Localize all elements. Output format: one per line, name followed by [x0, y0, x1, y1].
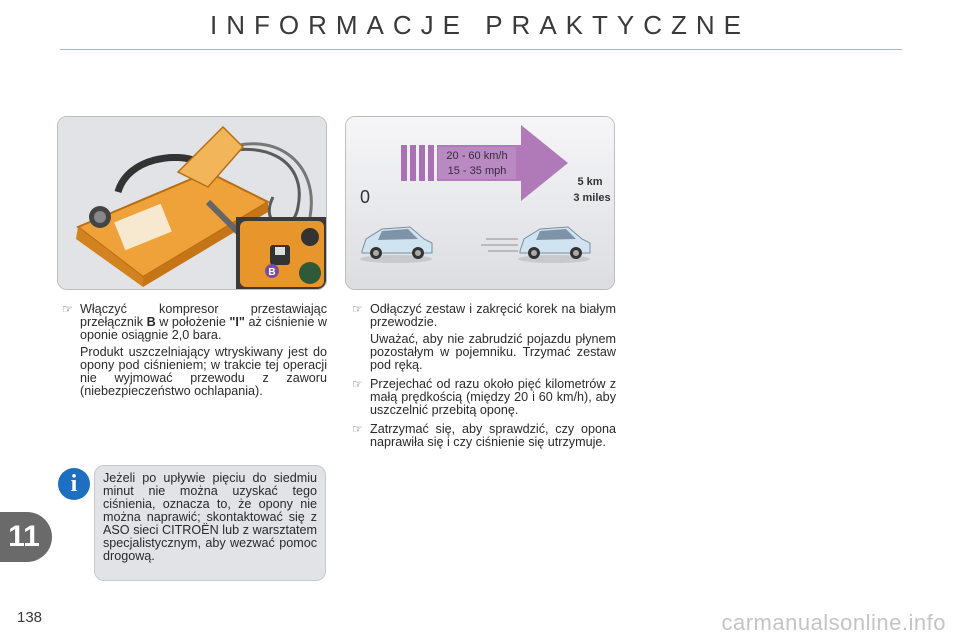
pointing-hand-icon: ☞	[62, 302, 73, 316]
speed-kmh-label: 20 - 60 km/h	[446, 150, 508, 162]
chapter-tab: 11	[0, 512, 52, 562]
drive-illustration	[345, 116, 615, 290]
left-bullet-1: ☞ Włączyć kompresor przestawiając przełącznik B w położenie "I" aż ciśnienie w oponie osiągnie 2,0 bara.	[62, 302, 327, 342]
compressor-illustration	[57, 116, 327, 290]
header-divider	[60, 49, 902, 50]
right-bullet-3: ☞ Zatrzymać się, aby sprawdzić, czy opona naprawiła się i czy ciśnienie się utrzymuje.	[352, 422, 616, 449]
right-bullet-1-detail: Uważać, aby nie zabrudzić pojazdu płynem pozostałym w pojemniku. Trzymać zestaw pod ręką.	[370, 332, 616, 372]
info-icon: i	[58, 468, 90, 500]
distance-km-label: 5 km	[577, 176, 603, 188]
right-bullet-1: ☞ Odłączyć zestaw i zakręcić korek na białym przewodzie.	[352, 302, 616, 329]
right-instructions	[352, 303, 616, 453]
drive-drawing	[346, 117, 615, 290]
distance-miles-label: 3 miles	[573, 192, 611, 204]
callout-b-label: B	[268, 267, 276, 278]
watermark: carmanualsonline.info	[721, 610, 946, 635]
info-note: Jeżeli po upływie pięciu do siedmiu minut nie można uzyskać tego ciśnienia, oznacza to, że opony nie można naprawić; skontaktować się z ASO sieci CITROËN lub z warsztatem specjalistycznym, aby wezwać pomoc drogową.	[94, 465, 326, 581]
left-bullet-1-detail: Produkt uszczelniający wtryskiwany jest do opony pod ciśnieniem; w trakcie tej operacji nie wyjmować przewodu z zaworu (niebezpieczeństwo ochlapania).	[80, 345, 327, 398]
right-bullet-2: ☞ Przejechać od razu około pięć kilometrów z małą prędkością (między 20 i 60 km/h), aby uszczelnić przebitą oponę.	[352, 377, 616, 417]
speed-mph-label: 15 - 35 mph	[447, 165, 507, 177]
compressor-drawing	[58, 117, 327, 290]
pointing-hand-icon: ☞	[352, 377, 363, 391]
page-number: 138	[17, 609, 43, 626]
start-mark: 0	[360, 187, 371, 207]
left-instructions	[62, 303, 327, 402]
pointing-hand-icon: ☞	[352, 302, 363, 316]
page-title: INFORMACJE PRAKTYCZNE	[209, 10, 751, 40]
position-i-label: "I"	[229, 315, 245, 329]
pointing-hand-icon: ☞	[352, 422, 363, 436]
switch-b-label: B	[146, 315, 156, 329]
